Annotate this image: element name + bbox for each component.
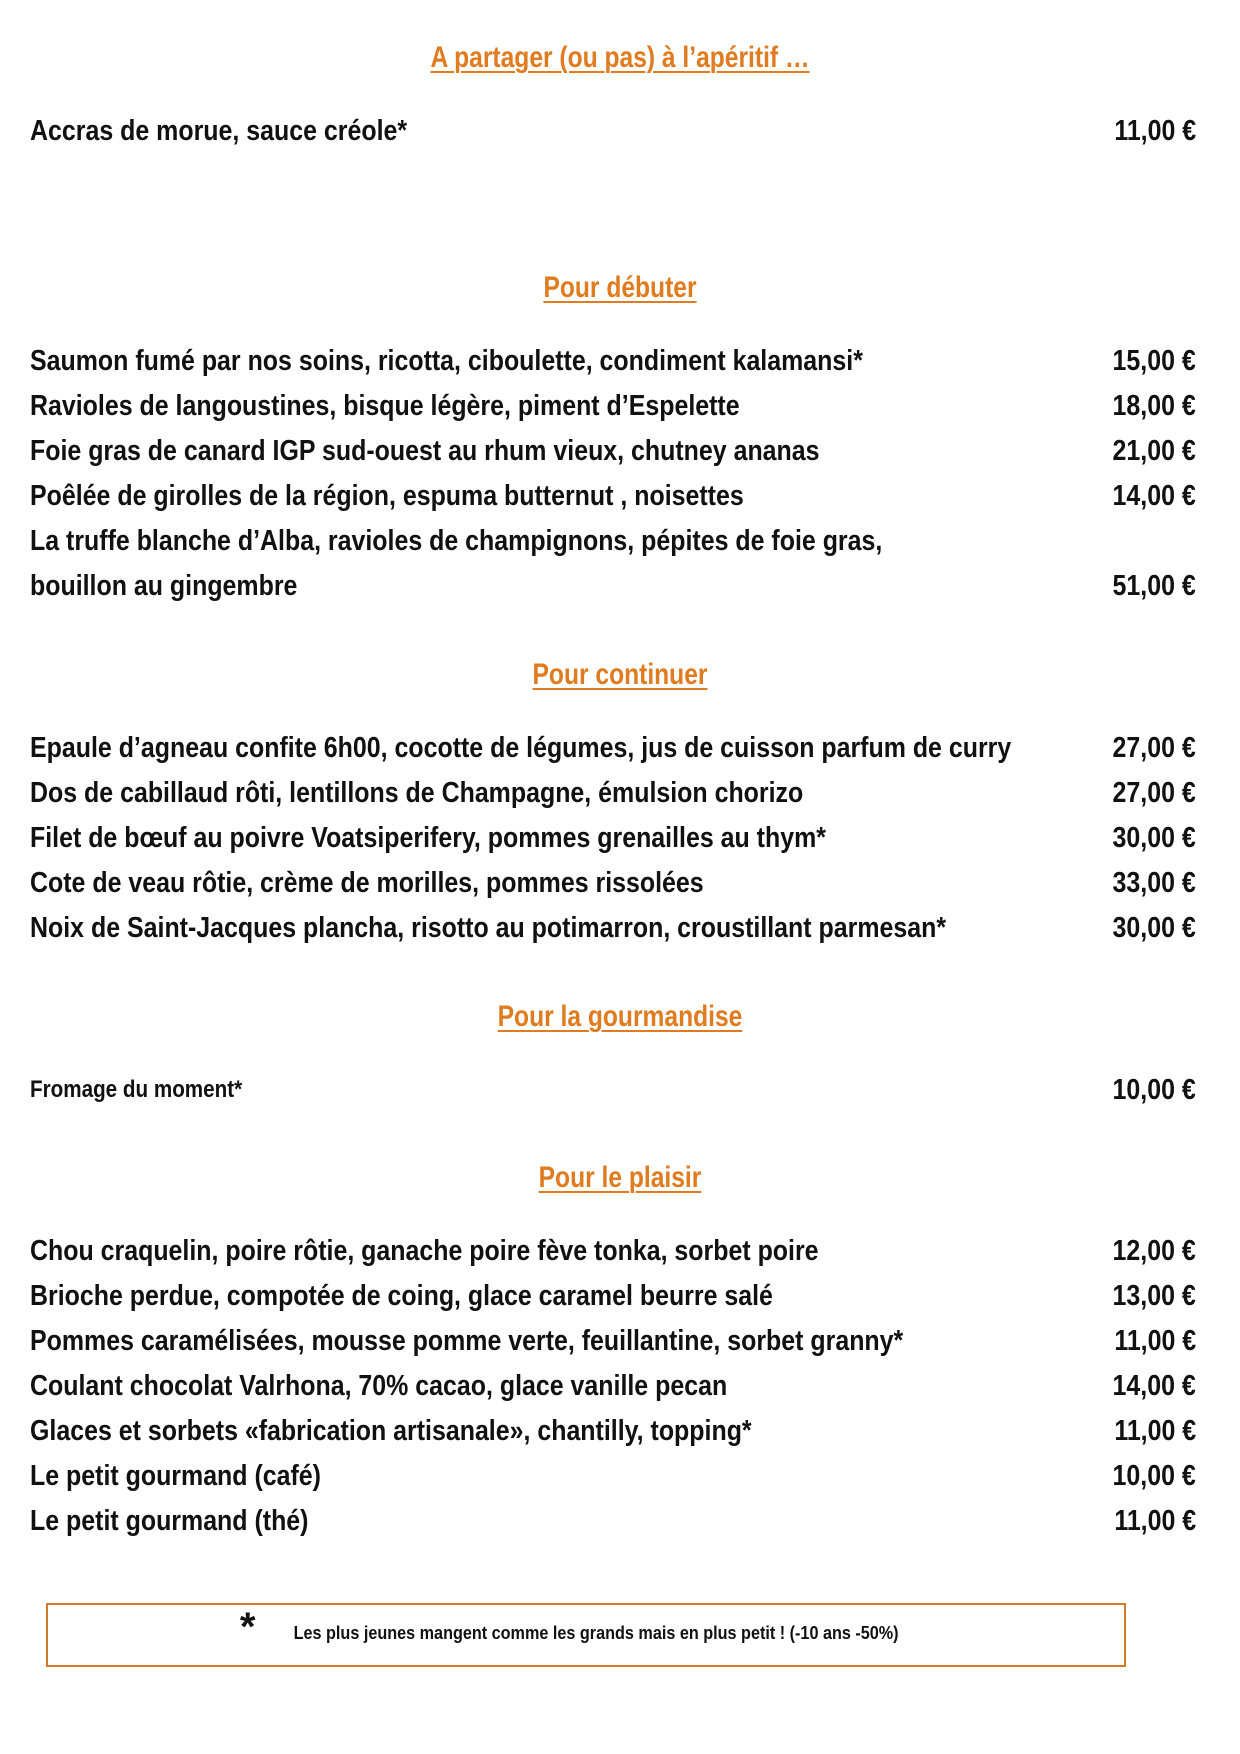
menu-item-price: 27,00 € xyxy=(1112,777,1196,809)
menu-item xyxy=(30,564,1196,608)
menu-item-name: Ravioles de langoustines, bisque légère, piment d’Espelette xyxy=(30,390,740,422)
footnote-line xyxy=(48,1605,1124,1653)
section-title-gourmandise: Pour la gourmandise xyxy=(497,1000,743,1033)
section-title-plaisir: Pour le plaisir xyxy=(538,1161,702,1194)
menu-item xyxy=(30,906,1196,950)
menu-item-price: 27,00 € xyxy=(1112,732,1196,764)
menu-item xyxy=(30,429,1196,473)
menu-item-price: 10,00 € xyxy=(1112,1460,1196,1492)
menu-item xyxy=(30,1409,1196,1453)
menu-item-price: 13,00 € xyxy=(1112,1280,1196,1312)
menu-item-price: 10,00 € xyxy=(1112,1074,1196,1106)
section-title-aperitif: A partager (ou pas) à l’apéritif … xyxy=(430,41,810,74)
menu-item xyxy=(30,519,1196,563)
menu-item-name: Fromage du moment* xyxy=(30,1076,243,1103)
menu-item-price: 33,00 € xyxy=(1112,867,1196,899)
menu-item xyxy=(30,474,1196,518)
menu-item-price: 11,00 € xyxy=(1114,1505,1196,1537)
footnote-text: Les plus jeunes mangent comme les grands mais en plus petit ! (-10 ans -50%) xyxy=(293,1623,899,1643)
menu-item-name: Saumon fumé par nos soins, ricotta, ciboulette, condiment kalamansi* xyxy=(30,345,863,377)
menu-item-name: Brioche perdue, compotée de coing, glace caramel beurre salé xyxy=(30,1280,773,1312)
menu-item xyxy=(30,1319,1196,1363)
menu-item-price: 21,00 € xyxy=(1112,435,1196,467)
menu-item-price: 14,00 € xyxy=(1112,480,1196,512)
menu-item-name: Le petit gourmand (thé) xyxy=(30,1505,309,1537)
menu-item-price: 11,00 € xyxy=(1114,115,1196,147)
menu-item xyxy=(30,726,1196,770)
menu-item-name: Le petit gourmand (café) xyxy=(30,1460,321,1492)
menu-item-price: 11,00 € xyxy=(1114,1415,1196,1447)
menu-item-price: 30,00 € xyxy=(1112,912,1196,944)
menu-item-name: Noix de Saint-Jacques plancha, risotto au potimarron, croustillant parmesan* xyxy=(30,912,947,944)
menu-item-name: Glaces et sorbets «fabrication artisanale», chantilly, topping* xyxy=(30,1415,752,1447)
menu-item xyxy=(30,861,1196,905)
footnote-asterisk: * xyxy=(239,1605,256,1649)
menu-item-name: Foie gras de canard IGP sud-ouest au rhum vieux, chutney ananas xyxy=(30,435,820,467)
menu-item-price: 30,00 € xyxy=(1112,822,1196,854)
menu-item xyxy=(30,816,1196,860)
menu-item xyxy=(30,771,1196,815)
menu-item xyxy=(30,1364,1196,1408)
menu-item-price: 12,00 € xyxy=(1112,1235,1196,1267)
menu-item xyxy=(30,1229,1196,1273)
menu-item xyxy=(30,1499,1196,1543)
menu-item-name: Poêlée de girolles de la région, espuma butternut , noisettes xyxy=(30,480,744,512)
menu-item-price: 11,00 € xyxy=(1114,1325,1196,1357)
menu-item-name: Chou craquelin, poire rôtie, ganache poire fève tonka, sorbet poire xyxy=(30,1235,819,1267)
menu-item-name: Epaule d’agneau confite 6h00, cocotte de légumes, jus de cuisson parfum de curry xyxy=(30,732,1012,764)
menu-item-name: La truffe blanche d’Alba, ravioles de champignons, pépites de foie gras, xyxy=(30,525,883,557)
section-title-continuer: Pour continuer xyxy=(532,658,708,691)
menu-item-price: 15,00 € xyxy=(1112,345,1196,377)
menu-item xyxy=(30,339,1196,383)
menu-item-name: bouillon au gingembre xyxy=(30,570,298,602)
footnote-box xyxy=(46,1603,1126,1667)
menu-item-name: Filet de bœuf au poivre Voatsiperifery, pommes grenailles au thym* xyxy=(30,822,826,854)
menu-item-price: 14,00 € xyxy=(1112,1370,1196,1402)
section-title-debuter: Pour débuter xyxy=(543,271,697,304)
menu-item-price: 18,00 € xyxy=(1112,390,1196,422)
menu-item xyxy=(30,109,1196,153)
menu-item-name: Coulant chocolat Valrhona, 70% cacao, glace vanille pecan xyxy=(30,1370,728,1402)
menu-item-name: Accras de morue, sauce créole* xyxy=(30,115,408,147)
menu-item-name: Cote de veau rôtie, crème de morilles, pommes rissolées xyxy=(30,867,704,899)
menu-item xyxy=(30,1454,1196,1498)
menu-item-name: Dos de cabillaud rôti, lentillons de Champagne, émulsion chorizo xyxy=(30,777,804,809)
menu-item-name: Pommes caramélisées, mousse pomme verte, feuillantine, sorbet granny* xyxy=(30,1325,904,1357)
menu-item xyxy=(30,1274,1196,1318)
menu-item-price: 51,00 € xyxy=(1112,570,1196,602)
menu-item xyxy=(30,1068,1196,1112)
menu-item xyxy=(30,384,1196,428)
